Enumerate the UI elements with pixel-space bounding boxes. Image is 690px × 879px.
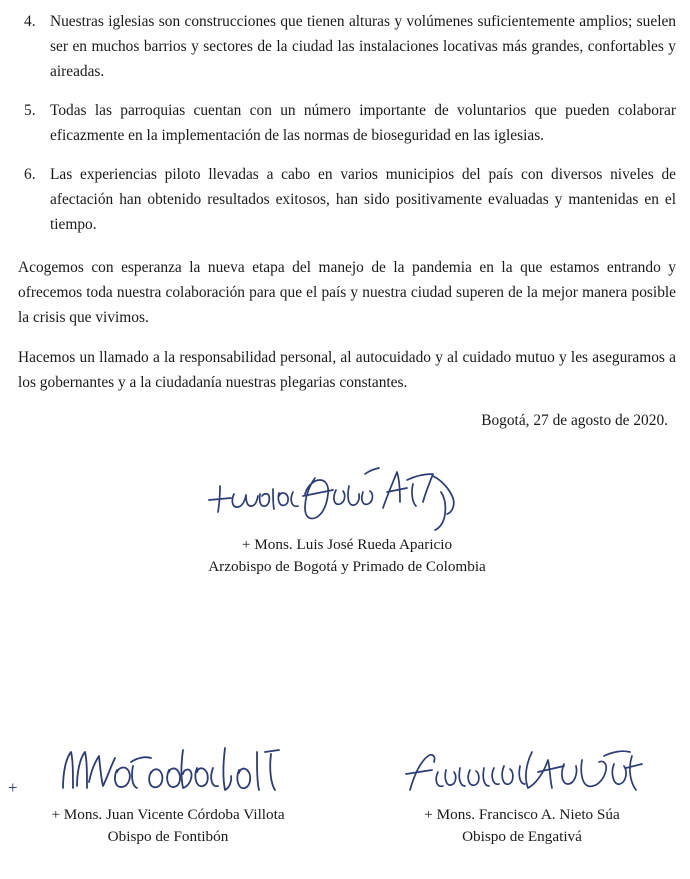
list-item-number: 5. bbox=[24, 101, 36, 119]
signature-image-wrap-right bbox=[354, 742, 690, 804]
list-item-number: 6. bbox=[24, 165, 36, 183]
signature-name: + Mons. Juan Vicente Córdoba Villota bbox=[51, 806, 285, 823]
signature-role: Obispo de Engativá bbox=[462, 828, 582, 846]
signature-name: + Mons. Francisco A. Nieto Súa bbox=[424, 806, 620, 823]
signature-plus-left: + bbox=[8, 778, 18, 797]
place-and-date: Bogotá, 27 de agosto de 2020. bbox=[481, 412, 668, 430]
list-item bbox=[18, 163, 676, 238]
list-item bbox=[18, 10, 676, 85]
handwritten-signature-juan-vicente-cordoba-icon bbox=[33, 742, 303, 804]
signature-row-secondary bbox=[0, 742, 690, 848]
signature-block-right bbox=[354, 742, 690, 848]
signature-role: Obispo de Fontibón bbox=[107, 828, 229, 846]
signature-block-left bbox=[0, 742, 336, 848]
document-body bbox=[18, 10, 676, 578]
list-item-number: 4. bbox=[24, 13, 36, 30]
list-item-text: Las experiencias piloto llevadas a cabo en varios municipios del país con diversos niveles de afectación han obtenido resultados exitosos, han sido positivamente evaluadas y mantenidas en el tiempo. bbox=[50, 165, 676, 233]
signature-image-wrap-left bbox=[0, 742, 336, 804]
signature-block-primary bbox=[18, 456, 676, 578]
handwritten-signature-luis-jose-rueda-icon bbox=[197, 456, 497, 534]
signature-name: + Mons. Luis José Rueda Aparicio bbox=[241, 536, 453, 554]
signature-role: Arzobispo de Bogotá y Primado de Colombia bbox=[208, 558, 486, 576]
paragraph: Acogemos con esperanza la nueva etapa del manejo de la pandemia en la que estamos entrando y ofrecemos toda nuestra colaboración para que el país y nuestra ciudad superen de la mejor manera posible la crisis que vivimos. bbox=[18, 258, 676, 326]
handwritten-signature-francisco-nieto-icon bbox=[392, 742, 652, 804]
list-item-text: Todas las parroquias cuentan con un número importante de voluntarios que pueden colaborar eficazmente en la implementación de las normas de bioseguridad en las iglesias. bbox=[50, 101, 676, 144]
numbered-list bbox=[18, 10, 676, 238]
list-item-text: Nuestras iglesias son construcciones que tienen alturas y volúmenes suficientemente amplios; suelen ser en muchos barrios y sectores de la ciudad las instalaciones locativas más grandes, confortables y aireadas. bbox=[50, 13, 676, 80]
list-item bbox=[18, 99, 676, 149]
paragraph: Hacemos un llamado a la responsabilidad personal, al autocuidado y al cuidado mutuo y les aseguramos a los gobernantes y a la ciudadanía nuestras plegarias constantes. bbox=[18, 349, 676, 392]
